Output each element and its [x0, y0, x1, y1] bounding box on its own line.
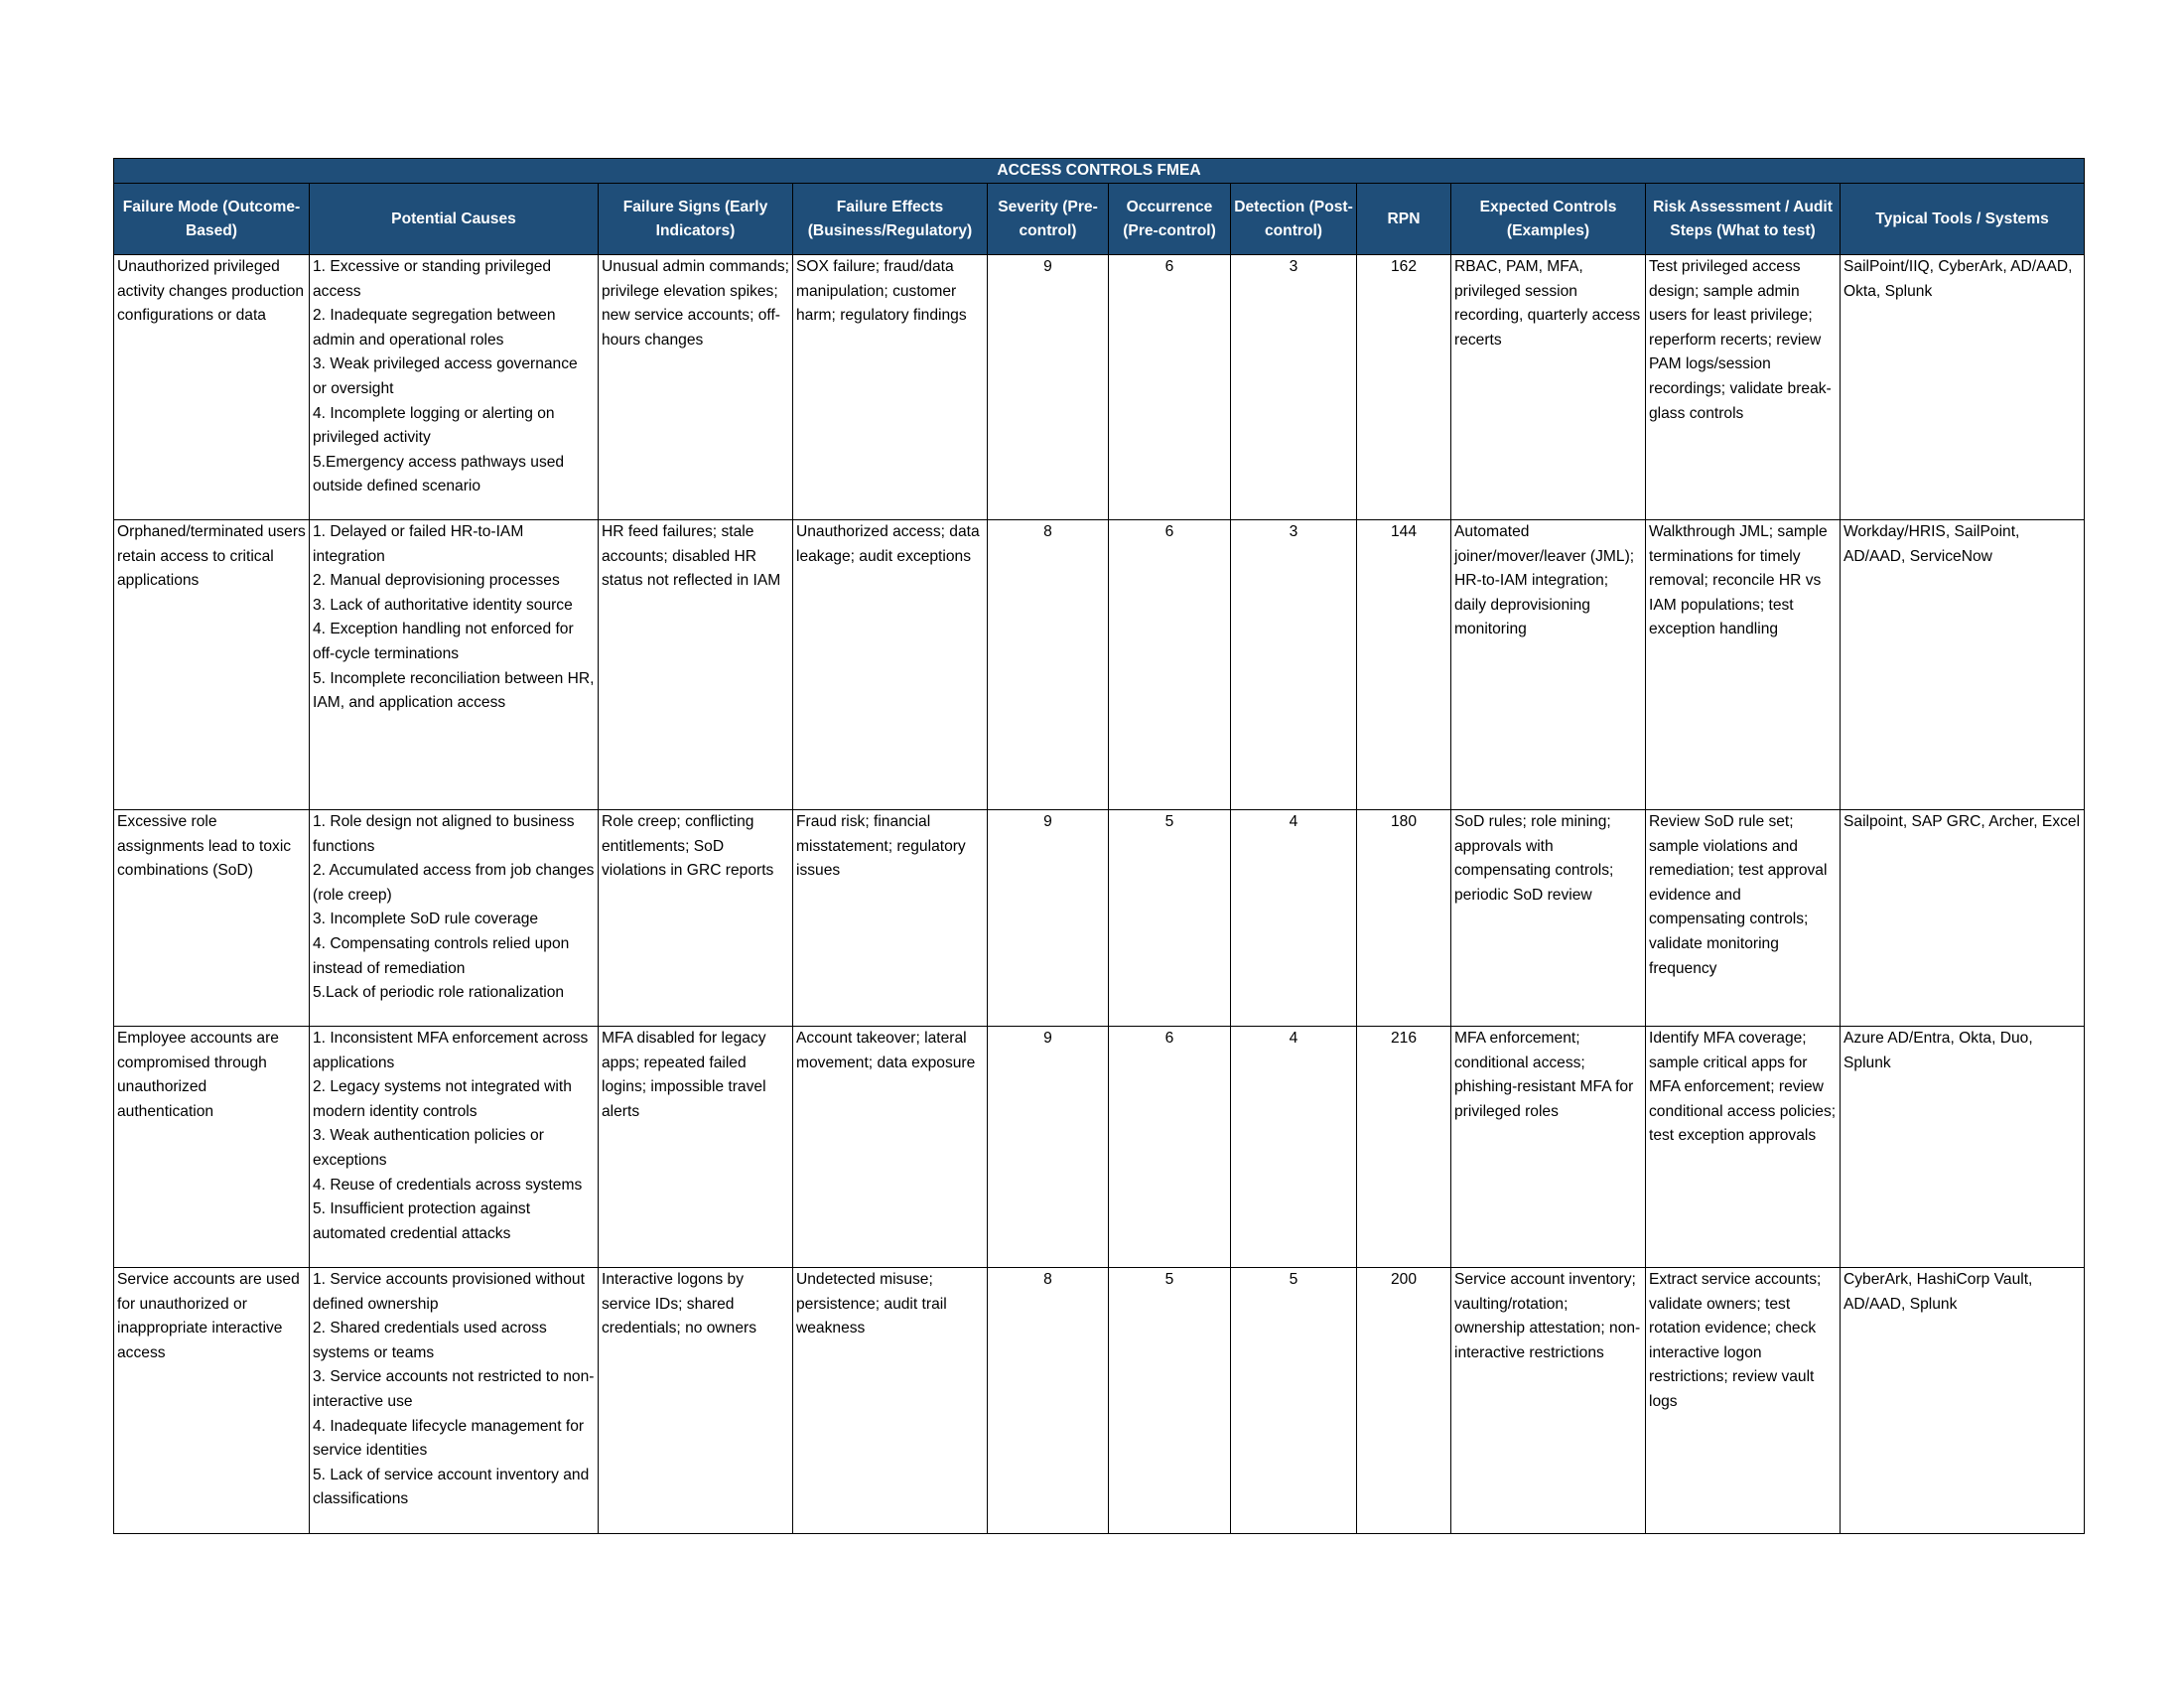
rpn-cell: 180: [1357, 810, 1451, 1027]
failure-effects-cell: Account takeover; lateral movement; data exposure: [793, 1027, 988, 1268]
table-title: ACCESS CONTROLS FMEA: [114, 159, 2085, 184]
cause-item: 4. Reuse of credentials across systems: [313, 1176, 583, 1194]
table-row: [114, 255, 2085, 520]
expected-controls-cell: MFA enforcement; conditional access; phishing-resistant MFA for privileged roles: [1451, 1027, 1646, 1268]
severity-cell: 9: [988, 810, 1109, 1027]
failure-signs-cell: HR feed failures; stale accounts; disabled HR status not reflected in IAM: [599, 520, 793, 810]
failure-signs-cell: MFA disabled for legacy apps; repeated failed logins; impossible travel alerts: [599, 1027, 793, 1268]
rpn-cell: 162: [1357, 255, 1451, 520]
occurrence-cell: 5: [1109, 810, 1231, 1027]
table-row: [114, 1268, 2085, 1534]
failure-mode-cell: Employee accounts are compromised through unauthorized authentication: [114, 1027, 310, 1268]
cause-item: 2. Manual deprovisioning processes: [313, 572, 560, 590]
potential-causes-cell: [310, 810, 599, 1027]
potential-causes-cell: [310, 1027, 599, 1268]
failure-effects-cell: Fraud risk; financial misstatement; regulatory issues: [793, 810, 988, 1027]
audit-steps-cell: Walkthrough JML; sample terminations for timely removal; reconcile HR vs IAM populations; test exception handling: [1646, 520, 1841, 810]
rpn-cell: 200: [1357, 1268, 1451, 1534]
severity-cell: 8: [988, 1268, 1109, 1534]
header-audit-steps: Risk Assessment / Audit Steps (What to test): [1646, 184, 1841, 255]
audit-steps-cell: Review SoD rule set; sample violations and remediation; test approval evidence and compensating controls; validate monitoring frequency: [1646, 810, 1841, 1027]
header-failure-signs: Failure Signs (Early Indicators): [599, 184, 793, 255]
severity-cell: 9: [988, 255, 1109, 520]
header-potential-causes: Potential Causes: [310, 184, 599, 255]
cause-item: 5.Emergency access pathways used outside defined scenario: [313, 453, 565, 495]
occurrence-cell: 6: [1109, 520, 1231, 810]
cause-item: 3. Incomplete SoD rule coverage: [313, 911, 539, 928]
tools-cell: Workday/HRIS, SailPoint, AD/AAD, ServiceNow: [1841, 520, 2085, 810]
cause-item: 4. Compensating controls relied upon instead of remediation: [313, 934, 570, 977]
header-expected-controls: Expected Controls (Examples): [1451, 184, 1646, 255]
cause-item: 5. Lack of service account inventory and classifications: [313, 1466, 590, 1508]
cause-item: 5.Lack of periodic role rationalization: [313, 984, 565, 1002]
severity-cell: 9: [988, 1027, 1109, 1268]
cause-item: 3. Lack of authoritative identity source: [313, 596, 573, 614]
expected-controls-cell: SoD rules; role mining; approvals with compensating controls; periodic SoD review: [1451, 810, 1646, 1027]
detection-cell: 3: [1231, 255, 1357, 520]
fmea-table: [113, 158, 2085, 1534]
cause-item: 5. Incomplete reconciliation between HR, IAM, and application access: [313, 669, 595, 712]
expected-controls-cell: Automated joiner/mover/leaver (JML); HR-to-IAM integration; daily deprovisioning monitoring: [1451, 520, 1646, 810]
header-tools: Typical Tools / Systems: [1841, 184, 2085, 255]
failure-mode-cell: Orphaned/terminated users retain access to critical applications: [114, 520, 310, 810]
tools-cell: CyberArk, HashiCorp Vault, AD/AAD, Splunk: [1841, 1268, 2085, 1534]
cause-item: 4. Incomplete logging or alerting on privileged activity: [313, 404, 555, 447]
occurrence-cell: 5: [1109, 1268, 1231, 1534]
failure-signs-cell: Unusual admin commands; privilege elevation spikes; new service accounts; off-hours changes: [599, 255, 793, 520]
table-row: [114, 810, 2085, 1027]
failure-effects-cell: SOX failure; fraud/data manipulation; customer harm; regulatory findings: [793, 255, 988, 520]
failure-mode-cell: Unauthorized privileged activity changes production configurations or data: [114, 255, 310, 520]
cause-item: 2. Legacy systems not integrated with modern identity controls: [313, 1078, 572, 1120]
cause-item: 1. Inconsistent MFA enforcement across applications: [313, 1030, 589, 1071]
potential-causes-cell: [310, 1268, 599, 1534]
cause-item: 1. Role design not aligned to business functions: [313, 813, 575, 855]
audit-steps-cell: Test privileged access design; sample admin users for least privilege; reperform recerts; review PAM logs/session recordings; validate break-glass controls: [1646, 255, 1841, 520]
detection-cell: 3: [1231, 520, 1357, 810]
detection-cell: 4: [1231, 1027, 1357, 1268]
cause-item: 1. Excessive or standing privileged access: [313, 258, 552, 300]
failure-mode-cell: Excessive role assignments lead to toxic combinations (SoD): [114, 810, 310, 1027]
cause-item: 4. Inadequate lifecycle management for service identities: [313, 1417, 585, 1460]
audit-steps-cell: Extract service accounts; validate owners; test rotation evidence; check interactive logon restrictions; review vault logs: [1646, 1268, 1841, 1534]
failure-effects-cell: Unauthorized access; data leakage; audit exceptions: [793, 520, 988, 810]
potential-causes-cell: [310, 255, 599, 520]
header-failure-mode: Failure Mode (Outcome-Based): [114, 184, 310, 255]
header-failure-effects: Failure Effects (Business/Regulatory): [793, 184, 988, 255]
rpn-cell: 144: [1357, 520, 1451, 810]
header-rpn: RPN: [1357, 184, 1451, 255]
failure-effects-cell: Undetected misuse; persistence; audit trail weakness: [793, 1268, 988, 1534]
occurrence-cell: 6: [1109, 255, 1231, 520]
rpn-cell: 216: [1357, 1027, 1451, 1268]
expected-controls-cell: Service account inventory; vaulting/rotation; ownership attestation; non-interactive restrictions: [1451, 1268, 1646, 1534]
occurrence-cell: 6: [1109, 1027, 1231, 1268]
cause-item: 2. Accumulated access from job changes (role creep): [313, 862, 595, 904]
cause-item: 4. Exception handling not enforced for off-cycle terminations: [313, 621, 574, 662]
header-severity: Severity (Pre-control): [988, 184, 1109, 255]
potential-causes-cell: [310, 520, 599, 810]
failure-signs-cell: Role creep; conflicting entitlements; SoD violations in GRC reports: [599, 810, 793, 1027]
failure-mode-cell: Service accounts are used for unauthorized or inappropriate interactive access: [114, 1268, 310, 1534]
cause-item: 3. Service accounts not restricted to non-interactive use: [313, 1368, 595, 1410]
cause-item: 5. Insufficient protection against automated credential attacks: [313, 1200, 531, 1242]
cause-item: 3. Weak authentication policies or exceptions: [313, 1127, 544, 1169]
table-row: [114, 1027, 2085, 1268]
tools-cell: SailPoint/IIQ, CyberArk, AD/AAD, Okta, Splunk: [1841, 255, 2085, 520]
detection-cell: 5: [1231, 1268, 1357, 1534]
cause-item: 3. Weak privileged access governance or oversight: [313, 355, 578, 397]
header-detection: Detection (Post-control): [1231, 184, 1357, 255]
audit-steps-cell: Identify MFA coverage; sample critical apps for MFA enforcement; review conditional access policies; test exception approvals: [1646, 1027, 1841, 1268]
severity-cell: 8: [988, 520, 1109, 810]
tools-cell: Sailpoint, SAP GRC, Archer, Excel: [1841, 810, 2085, 1027]
detection-cell: 4: [1231, 810, 1357, 1027]
failure-signs-cell: Interactive logons by service IDs; shared credentials; no owners: [599, 1268, 793, 1534]
tools-cell: Azure AD/Entra, Okta, Duo, Splunk: [1841, 1027, 2085, 1268]
cause-item: 2. Inadequate segregation between admin and operational roles: [313, 307, 556, 349]
cause-item: 1. Delayed or failed HR-to-IAM integration: [313, 523, 524, 565]
expected-controls-cell: RBAC, PAM, MFA, privileged session recording, quarterly access recerts: [1451, 255, 1646, 520]
cause-item: 2. Shared credentials used across systems or teams: [313, 1320, 547, 1361]
cause-item: 1. Service accounts provisioned without defined ownership: [313, 1271, 585, 1313]
header-occurrence: Occurrence (Pre-control): [1109, 184, 1231, 255]
table-row: [114, 520, 2085, 810]
